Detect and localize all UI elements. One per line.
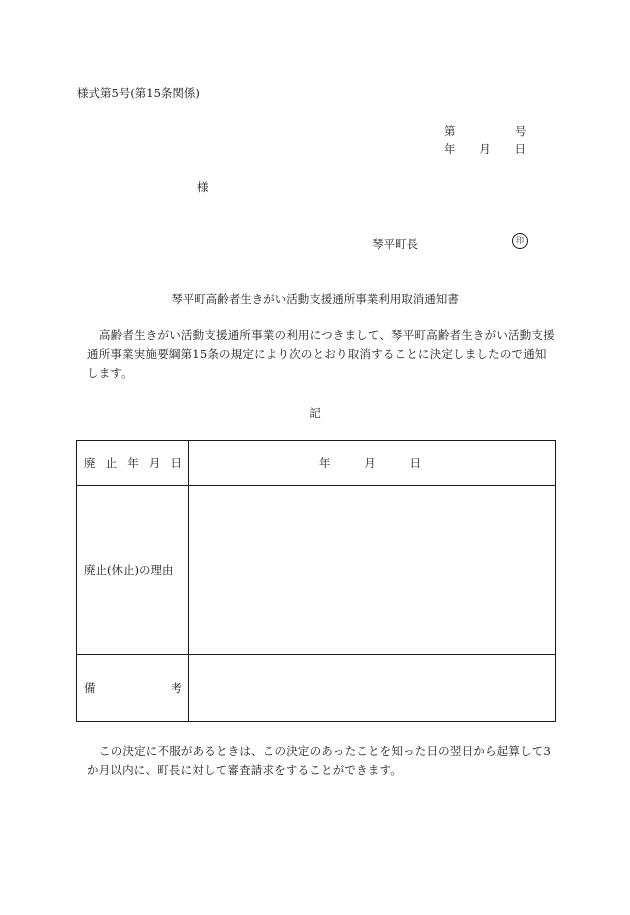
label-char: 廃 xyxy=(84,456,96,470)
label-char: 日 xyxy=(170,456,182,470)
document-number-suffix: 号 xyxy=(515,124,527,138)
label-char: 月 xyxy=(148,456,161,470)
body-paragraph: 高齢者生きがい活動支援通所事業の利用につきまして、琴平町高齢者生きがい活動支援通所事業実施要綱第15条の規定により次のとおり取消することに決定しましたので通知します。 xyxy=(87,328,555,380)
label-char: 年 xyxy=(127,456,139,470)
recipient-honorific: 様 xyxy=(197,180,209,194)
abolish-date-field[interactable] xyxy=(189,441,556,486)
record-table xyxy=(76,440,556,722)
abolish-month: 月 xyxy=(364,456,376,470)
abolish-date-label xyxy=(77,441,189,486)
issue-date-month: 月 xyxy=(479,142,491,156)
document-title: 琴平町高齢者生きがい活動支援通所事業利用取消通知書 xyxy=(171,292,459,306)
issue-date-year: 年 xyxy=(444,142,456,156)
label-char: 備 xyxy=(84,681,96,695)
reason-field[interactable] xyxy=(189,486,556,655)
remarks-field[interactable] xyxy=(189,655,556,722)
table-row xyxy=(77,486,556,655)
appeal-notice: この決定に不服があるときは、この決定のあったことを知った日の翌日から起算して3か月以内に、町長に対して審査請求をすることができます。 xyxy=(87,744,551,777)
remarks-label xyxy=(77,655,189,722)
document-number-label: 第 xyxy=(444,124,456,138)
seal-mark: 印 xyxy=(512,233,528,249)
form-number: 様式第5号(第15条関係) xyxy=(77,86,200,100)
table-row xyxy=(77,441,556,486)
ki-heading: 記 xyxy=(309,406,321,420)
issuer-name: 琴平町長 xyxy=(372,237,418,251)
issue-date xyxy=(444,141,526,157)
label-char: 考 xyxy=(170,681,182,695)
table-row xyxy=(77,655,556,722)
issue-date-day: 日 xyxy=(514,142,526,156)
reason-label: 廃止(休止)の理由 xyxy=(77,486,189,655)
abolish-day: 日 xyxy=(409,456,421,470)
abolish-year: 年 xyxy=(319,456,331,470)
label-char: 止 xyxy=(105,456,118,470)
